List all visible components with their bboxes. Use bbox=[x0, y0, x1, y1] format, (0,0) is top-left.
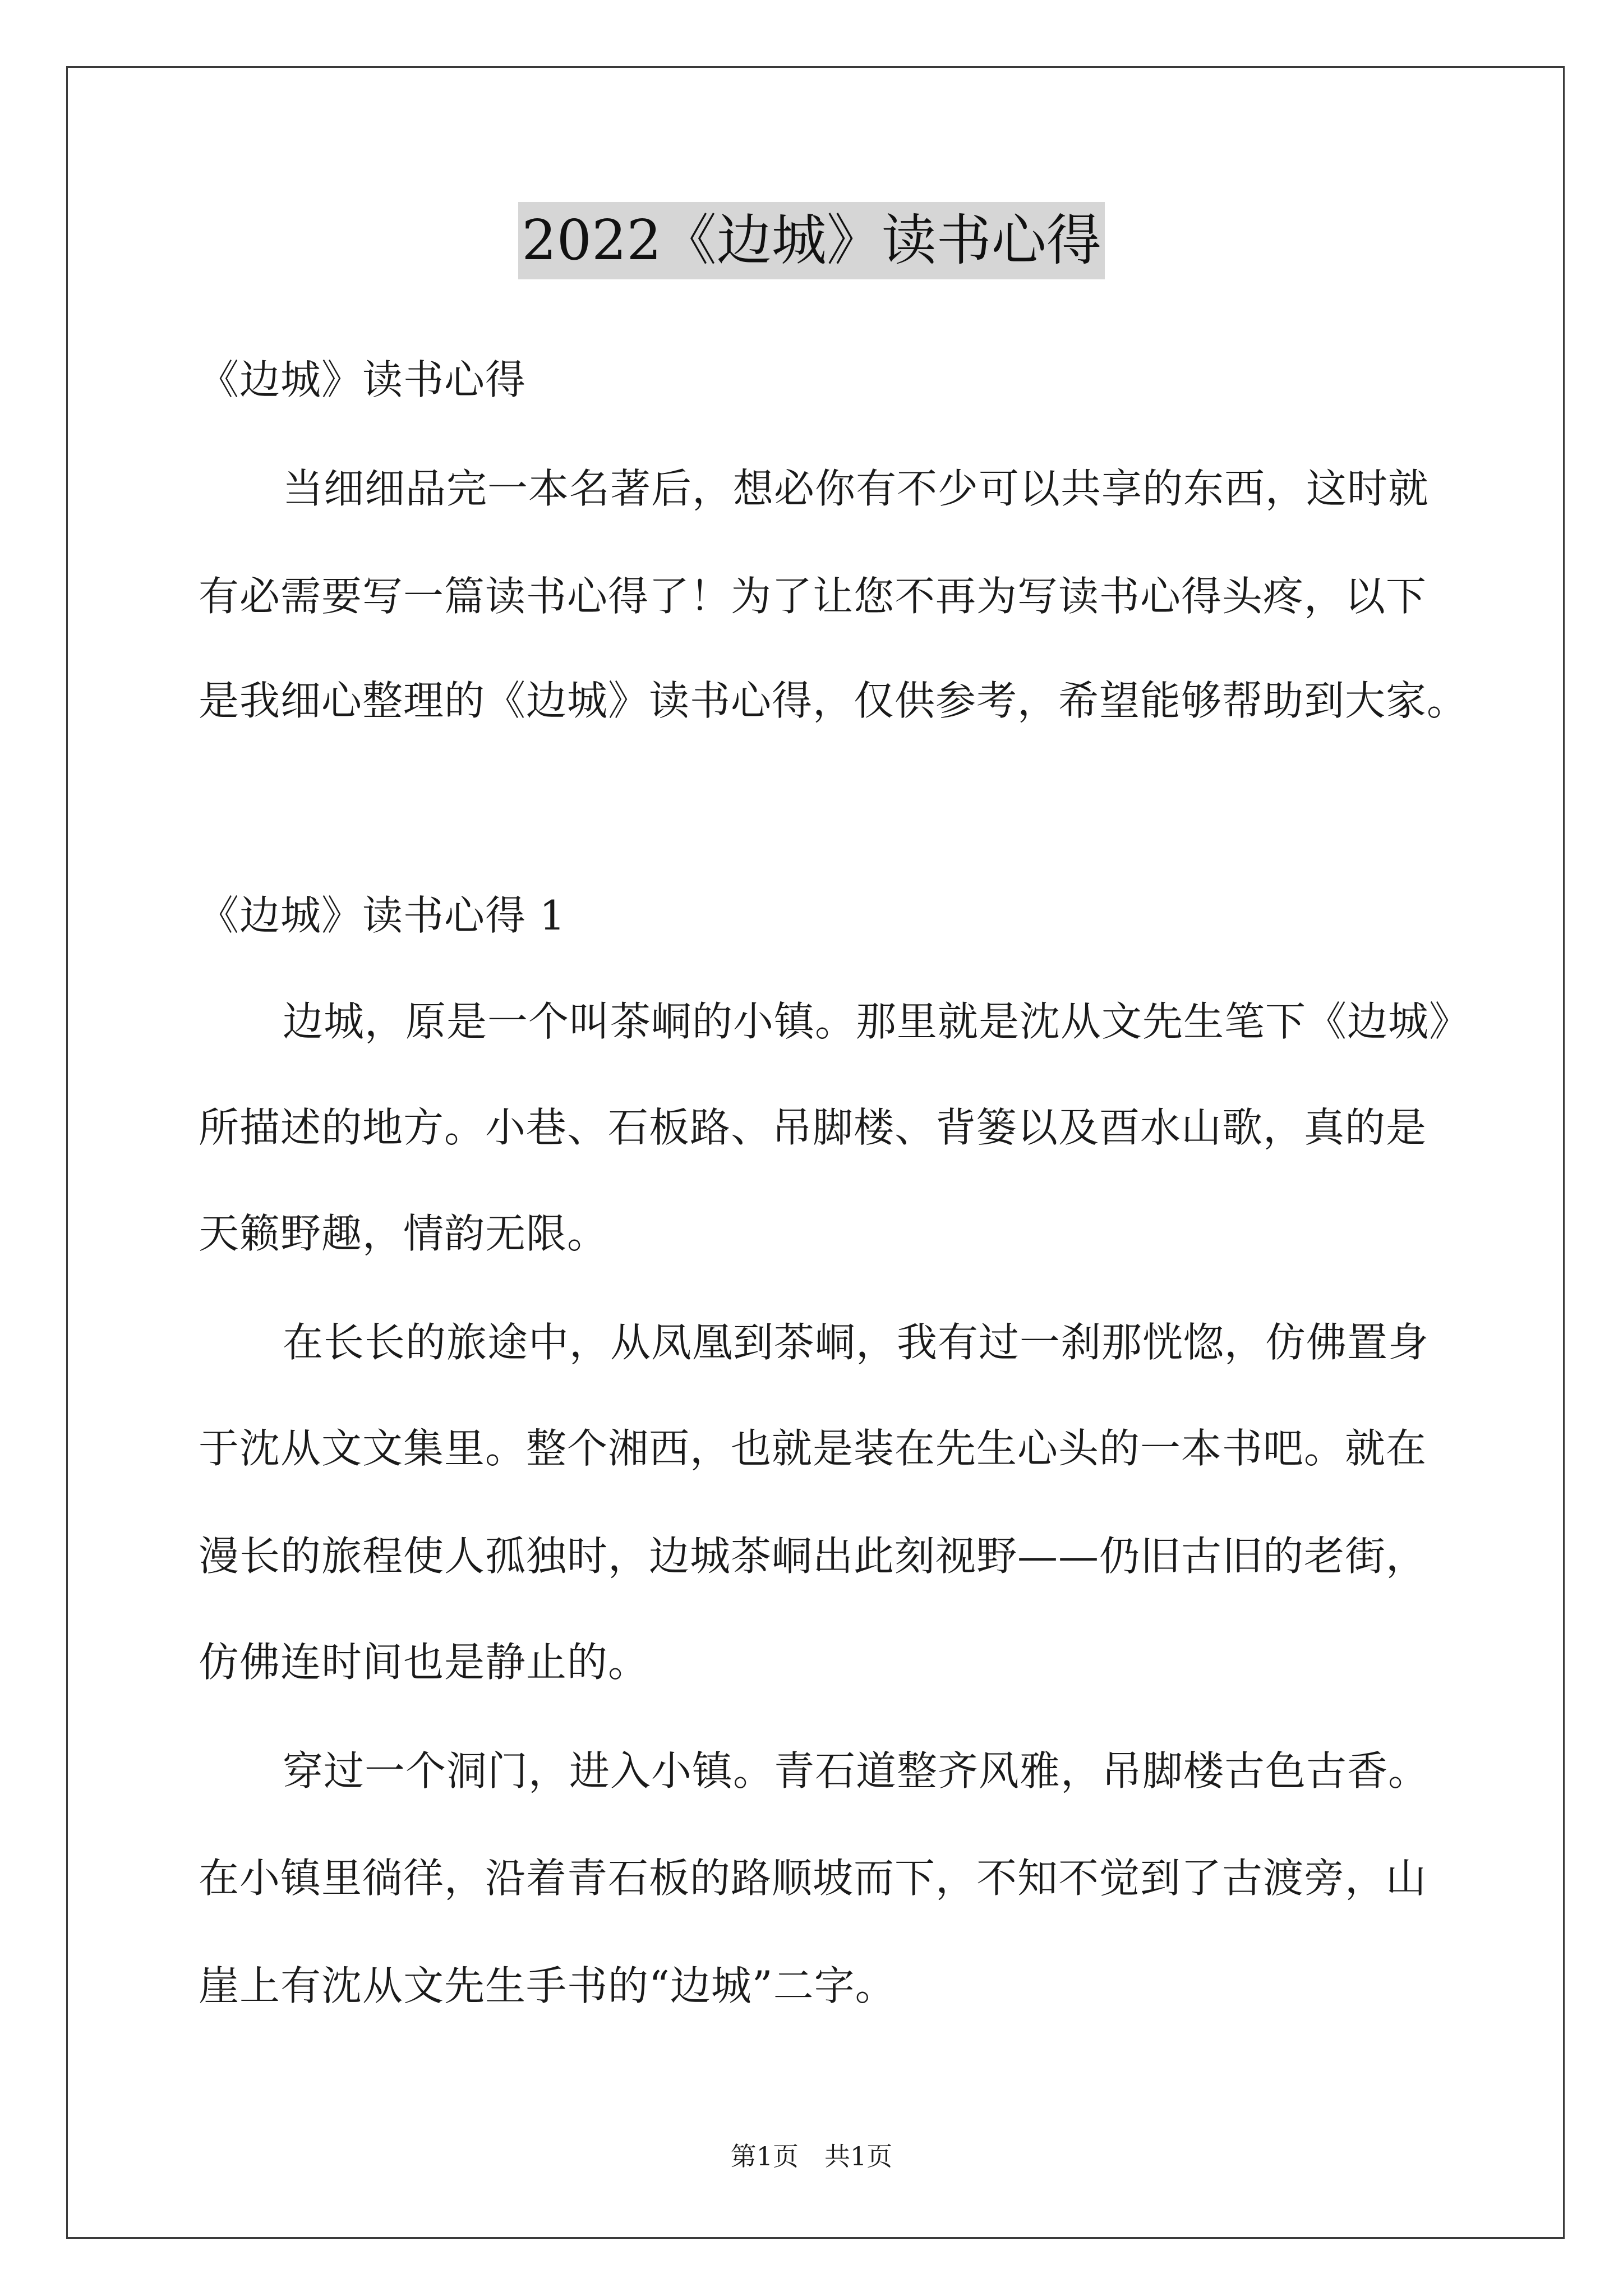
intro-line: 是我细心整理的《边城》读书心得，仅供参考，希望能够帮助到大家。 bbox=[199, 677, 1468, 724]
paragraph-line: 于沈从文文集里。整个湘西，也就是装在先生心头的一本书吧。就在 bbox=[199, 1425, 1427, 1472]
intro-line: 有必需要写一篇读书心得了！为了让您不再为写读书心得头疼，以下 bbox=[199, 573, 1427, 620]
paragraph-line: 天籁野趣，情韵无限。 bbox=[199, 1210, 608, 1257]
page-footer: 第1页 共1页 bbox=[730, 2141, 893, 2171]
paragraph-line: 漫长的旅程使人孤独时，边城茶峒出此刻视野——仍旧古旧的老街， bbox=[199, 1533, 1427, 1580]
title-row bbox=[0, 202, 1623, 279]
paragraph-line: 穿过一个洞门，进入小镇。青石道整齐风雅，吊脚楼古色古香。 bbox=[283, 1747, 1430, 1795]
intro-line: 当细细品完一本名著后，想必你有不少可以共享的东西，这时就 bbox=[283, 465, 1430, 512]
section1-heading: 《边城》读书心得 1 bbox=[199, 892, 566, 939]
paragraph-line: 所描述的地方。小巷、石板路、吊脚楼、背篓以及酉水山歌，真的是 bbox=[199, 1104, 1427, 1151]
paragraph-line: 在小镇里徜徉，沿着青石板的路顺坡而下，不知不觉到了古渡旁，山 bbox=[199, 1855, 1427, 1902]
paragraph-line: 在长长的旅途中，从凤凰到茶峒，我有过一刹那恍惚，仿佛置身 bbox=[283, 1319, 1430, 1366]
paragraph-line: 边城，原是一个叫茶峒的小镇。那里就是沈从文先生笔下《边城》 bbox=[283, 998, 1470, 1045]
document-title: 2022《边城》读书心得 bbox=[518, 202, 1104, 279]
intro-heading: 《边城》读书心得 bbox=[199, 356, 527, 403]
paragraph-line: 仿佛连时间也是静止的。 bbox=[199, 1639, 649, 1686]
paragraph-line: 崖上有沈从文先生手书的“边城”二字。 bbox=[199, 1962, 896, 2009]
